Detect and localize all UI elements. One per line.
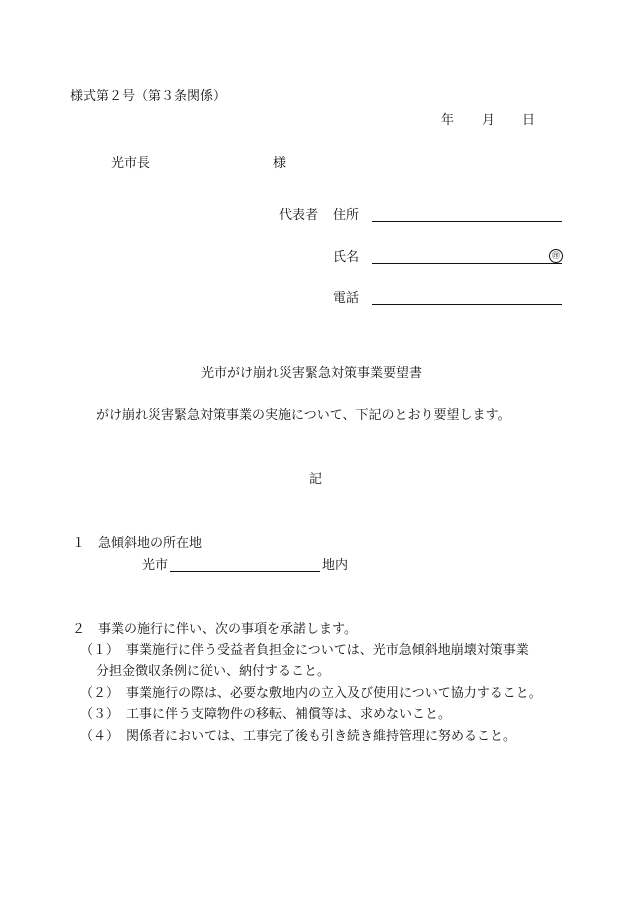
- date-day-label: 日: [522, 113, 536, 128]
- phone-blank-line: [372, 304, 562, 305]
- address-blank-line: [372, 221, 562, 222]
- name-label: 氏名: [333, 250, 360, 265]
- item-3-text: 工事に伴う支障物件の移転、補償等は、求めないこと。: [126, 707, 452, 722]
- item-1-continuation: 分担金徴収条例に従い、納付すること。: [96, 664, 331, 679]
- item-2-text: 事業施行の際は、必要な敷地内の立入及び使用について協力すること。: [126, 686, 542, 701]
- document-title: 光市がけ崩れ災害緊急対策事業要望書: [201, 366, 423, 381]
- date-year-label: 年: [441, 113, 455, 128]
- phone-label: 電話: [333, 291, 360, 306]
- date-month-label: 月: [482, 113, 496, 128]
- location-prefix: 光市: [142, 558, 169, 573]
- form-number: 様式第２号（第３条関係）: [70, 89, 227, 104]
- intro-text: がけ崩れ災害緊急対策事業の実施について、下記のとおり要望します。: [96, 408, 511, 423]
- representative-label: 代表者: [279, 208, 319, 223]
- item-1-text: 事業施行に伴う受益者負担金については、光市急傾斜地崩壊対策事業: [126, 643, 529, 658]
- location-suffix: 地内: [322, 558, 349, 573]
- section2-heading: ２ 事業の施行に伴い、次の事項を承諾します。: [72, 622, 357, 637]
- location-blank-line: [170, 571, 320, 572]
- item-1-number: （１）: [80, 643, 120, 658]
- item-2-number: （２）: [80, 686, 120, 701]
- address-label: 住所: [333, 208, 360, 223]
- ki-heading: 記: [309, 472, 323, 487]
- item-4-number: （４）: [80, 729, 120, 744]
- name-blank-line: [372, 263, 562, 264]
- item-3-number: （３）: [80, 707, 120, 722]
- addressee-honorific: 様: [273, 156, 287, 171]
- seal-mark: ㊞: [549, 249, 563, 263]
- section1-heading: １ 急傾斜地の所在地: [72, 536, 203, 551]
- addressee-mayor: 光市長: [111, 156, 151, 171]
- item-4-text: 関係者においては、工事完了後も引き続き維持管理に努めること。: [126, 729, 517, 744]
